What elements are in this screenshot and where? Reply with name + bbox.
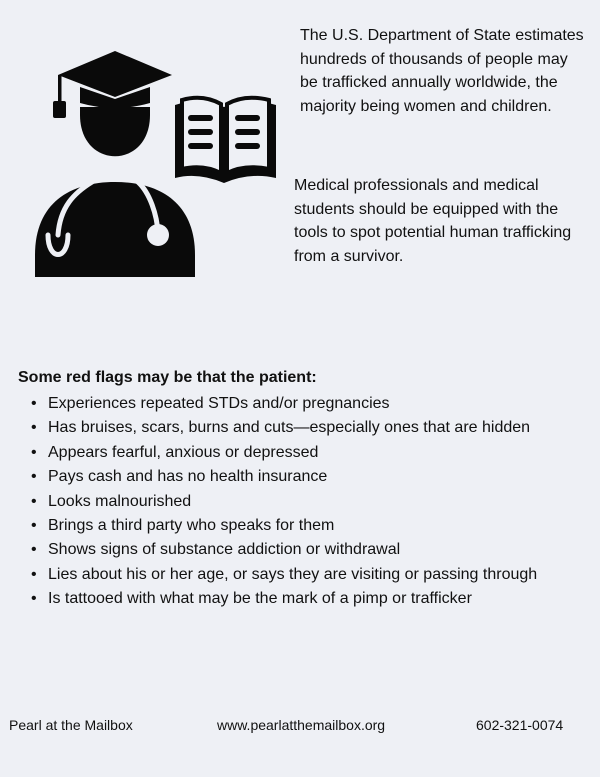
- list-item: • Appears fearful, anxious or depressed: [28, 441, 598, 465]
- intro-paragraph-medical: Medical professionals and medical students should be equipped with the tools to spot potential human trafficking from a survivor.: [294, 177, 572, 265]
- footer-website: www.pearlatthemailbox.org: [217, 717, 386, 733]
- list-item: • Lies about his or her age, or says they are visiting or passing through: [28, 563, 598, 587]
- medical-student-illustration: [30, 45, 280, 290]
- open-book-icon: [175, 98, 276, 183]
- list-item: • Brings a third party who speaks for them: [28, 514, 598, 538]
- list-item: • Is tattooed with what may be the mark of a pimp or trafficker: [28, 587, 598, 611]
- list-item: • Looks malnourished: [28, 490, 598, 514]
- red-flags-heading: Some red flags may be that the patient:: [18, 369, 317, 386]
- footer-phone: 602-321-0074: [476, 717, 564, 733]
- list-item: • Pays cash and has no health insurance: [28, 465, 598, 489]
- list-item: • Has bruises, scars, burns and cuts—especially ones that are hidden: [28, 416, 598, 440]
- doctor-with-stethoscope-icon: [35, 107, 195, 277]
- list-item: • Experiences repeated STDs and/or pregnancies: [28, 392, 598, 416]
- list-item: • Shows signs of substance addiction or withdrawal: [28, 538, 598, 562]
- footer-organization: Pearl at the Mailbox: [9, 717, 133, 733]
- red-flags-list: [28, 392, 598, 612]
- intro-paragraph-statistics: The U.S. Department of State estimates hundreds of thousands of people may be trafficked annually worldwide, the majority being women and children.: [300, 27, 584, 115]
